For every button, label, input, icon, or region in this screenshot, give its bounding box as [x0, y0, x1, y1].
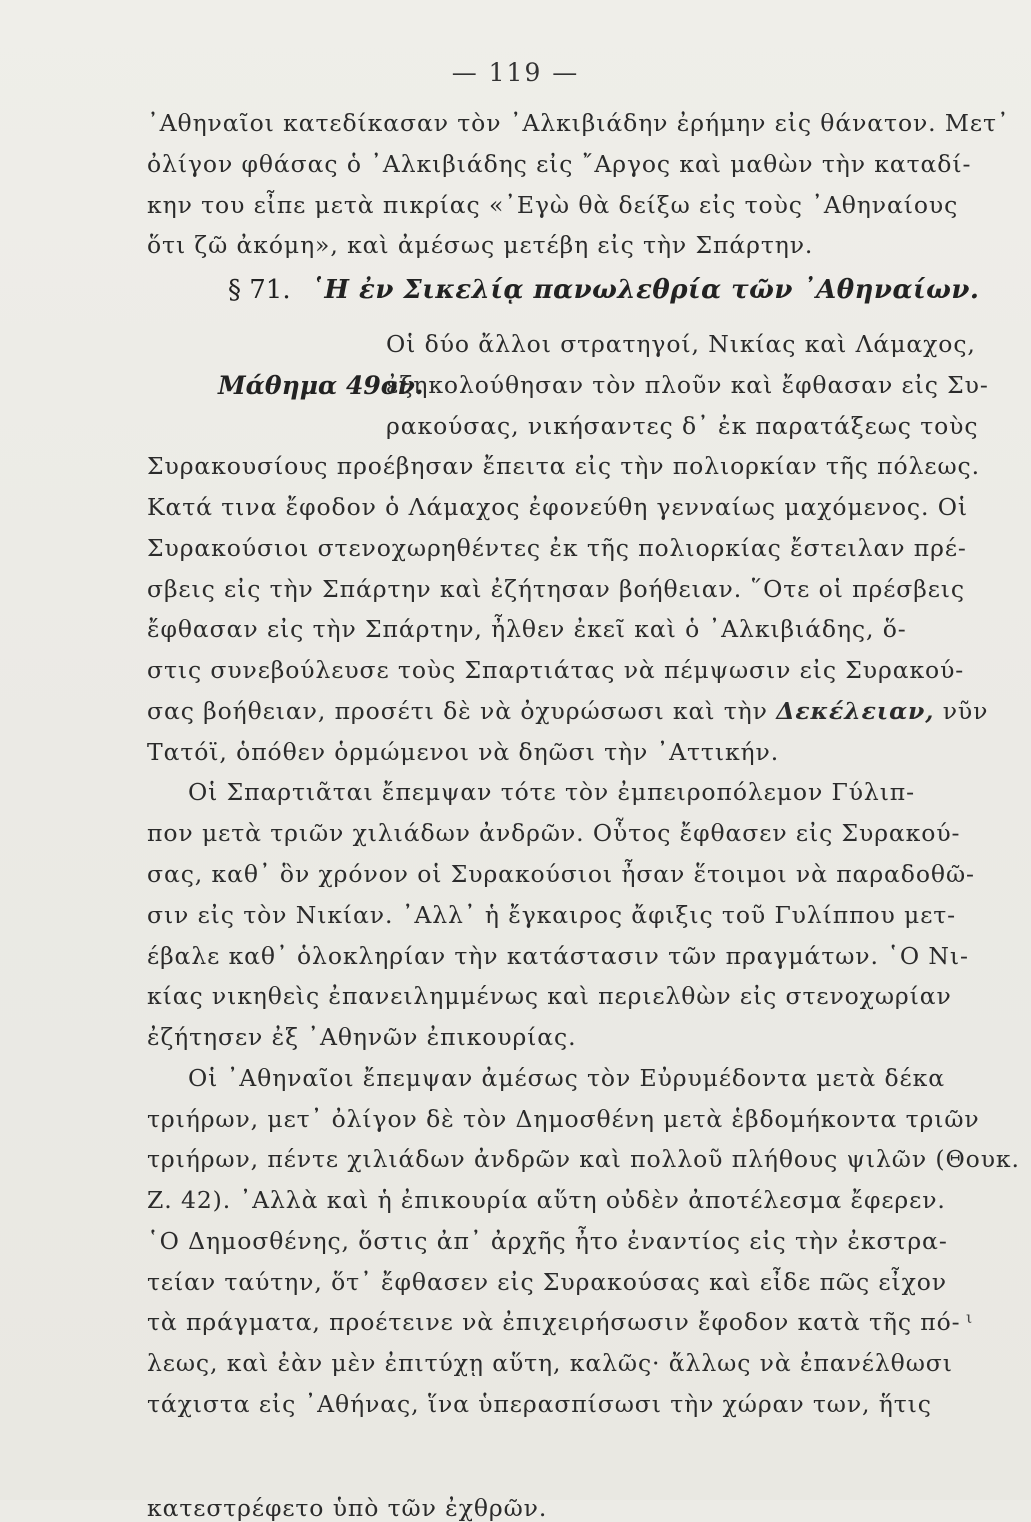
text-line [147, 697, 988, 725]
text-line: ἔφθασαν εἰς τὴν Σπάρτην, ἦλθεν ἐκεῖ καὶ ὁ ᾿Αλκιβιάδης, ὅ- [147, 615, 907, 643]
text-line: τείαν ταύτην, ὅτ᾿ ἔφθασεν εἰς Συρακούσας καὶ εἶδε πῶς εἶχον [147, 1268, 947, 1296]
text-line: ᾿Αθηναῖοι κατεδίκασαν τὸν ᾿Αλκιβιάδην ἐρήμην εἰς θάνατον. Μετ᾿ [147, 109, 1010, 137]
text-line: έβαλε καθ᾿ ὁλοκληρίαν τὴν κατάστασιν τῶν πραγμάτων. ῾Ο Νι- [147, 942, 969, 970]
text-line: ὅτι ζῶ ἀκόμη», καὶ ἀμέσως μετέβη εἰς τὴν Σπάρτην. [147, 231, 814, 259]
text-line: σβεις εἰς τὴν Σπάρτην καὶ ἐζήτησαν βοήθειαν. ῞Οτε οἱ πρέσβεις [147, 575, 965, 603]
text-line: ῾Ο Δημοσθένης, ὅστις ἀπ᾿ ἀρχῆς ἦτο ἐναντίος εἰς τὴν ἐκστρα- [147, 1227, 948, 1255]
text-line: ἐζήτησεν ἐξ ᾿Αθηνῶν ἐπικουρίας. [147, 1023, 577, 1051]
text-line: ὀλίγον φθάσας ὁ ᾿Αλκιβιάδης εἰς ῎Αργος καὶ μαθὼν τὴν καταδί- [147, 150, 972, 178]
text-line: ἐξηκολούθησαν τὸν πλοῦν καὶ ἔφθασαν εἰς Συ- [386, 371, 989, 399]
text-line: Οἱ Σπαρτιᾶται ἔπεμψαν τότε τὸν ἐμπειροπόλεμον Γύλιπ- [188, 778, 915, 806]
text-line: τριήρων, πέντε χιλιάδων ἀνδρῶν καὶ πολλοῦ πλήθους ψιλῶν (Θουκ. [147, 1145, 1020, 1173]
text-line: σιν εἰς τὸν Νικίαν. ᾿Αλλ᾿ ἡ ἔγκαιρος ἄφιξις τοῦ Γυλίππου μετ- [147, 901, 957, 929]
text-line: κην του εἶπε μετὰ πικρίας «᾿Εγὼ θὰ δείξω εἰς τοὺς ᾿Αθηναίους [147, 191, 959, 219]
text-line: Οἱ ᾿Αθηναῖοι ἔπεμψαν ἀμέσως τὸν Εὐρυμέδοντα μετὰ δέκα [188, 1064, 945, 1092]
text-segment: νῦν [934, 697, 989, 725]
lesson-label: Μάθημα 49ον. [218, 371, 424, 400]
text-line: κατεστρέφετο ὑπὸ τῶν ἐχθρῶν. [147, 1494, 548, 1522]
text-line: κίας νικηθεὶς ἐπανειλημμένως καὶ περιελθὼν εἰς στενοχωρίαν [147, 982, 952, 1010]
section-title: ῾Η ἐν Σικελίᾳ πανωλεθρία τῶν ᾿Αθηναίων. [310, 275, 980, 305]
text-line: Κατά τινα ἔφοδον ὁ Λάμαχος ἐφονεύθη γενναίως μαχόμενος. Οἱ [147, 493, 969, 521]
text-line: τὰ πράγματα, προέτεινε νὰ ἐπιχειρήσωσιν ἔφοδον κατὰ τῆς πό- [147, 1308, 961, 1336]
section-heading [228, 275, 979, 305]
text-line: Ζ. 42). ᾿Αλλὰ καὶ ἡ ἐπικουρία αὕτη οὐδὲν ἀποτέλεσμα ἔφερεν. [147, 1186, 946, 1214]
text-line: λεως, καὶ ἐὰν μὲν ἐπιτύχῃ αὕτη, καλῶς· ἄλλως νὰ ἐπανέλθωσι [147, 1349, 953, 1377]
text-line: Οἱ δύο ἄλλοι στρατηγοί, Νικίας καὶ Λάμαχος, [386, 330, 976, 358]
text-line: σας, καθ᾿ ὃν χρόνον οἱ Συρακούσιοι ἦσαν ἕτοιμοι νὰ παραδοθῶ- [147, 860, 975, 888]
text-line: Τατόϊ, ὁπόθεν ὁρμώμενοι νὰ δηῶσι τὴν ᾿Αττικήν. [147, 738, 780, 766]
text-line: τάχιστα εἰς ᾿Αθήνας, ἵνα ὑπερασπίσωσι τὴν χώραν των, ἥτις [147, 1390, 932, 1418]
text-line: Συρακούσιοι στενοχωρηθέντες ἐκ τῆς πολιορκίας ἔστειλαν πρέ- [147, 534, 967, 562]
text-line: στις συνεβούλευσε τοὺς Σπαρτιάτας νὰ πέμψωσιν εἰς Συρακού- [147, 656, 965, 684]
text-line: ρακούσας, νικήσαντες δ᾿ ἐκ παρατάξεως τοὺς [386, 412, 979, 440]
margin-mark: ι [966, 1308, 973, 1327]
text-segment: σας βοήθειαν, προσέτι δὲ νὰ ὀχυρώσωσι καὶ τὴν [147, 697, 768, 725]
section-number: § 71. [228, 275, 291, 305]
place-name-italic: Δεκέλειαν, [776, 697, 935, 725]
text-line: πον μετὰ τριῶν χιλιάδων ἀνδρῶν. Οὗτος ἔφθασεν εἰς Συρακού- [147, 819, 961, 847]
text-line: τριήρων, μετ᾿ ὀλίγον δὲ τὸν Δημοσθένη μετὰ ἑβδομήκοντα τριῶν [147, 1105, 980, 1133]
page-number: — 119 — [451, 58, 580, 87]
text-line: Συρακουσίους προέβησαν ἔπειτα εἰς τὴν πολιορκίαν τῆς πόλεως. [147, 452, 980, 480]
